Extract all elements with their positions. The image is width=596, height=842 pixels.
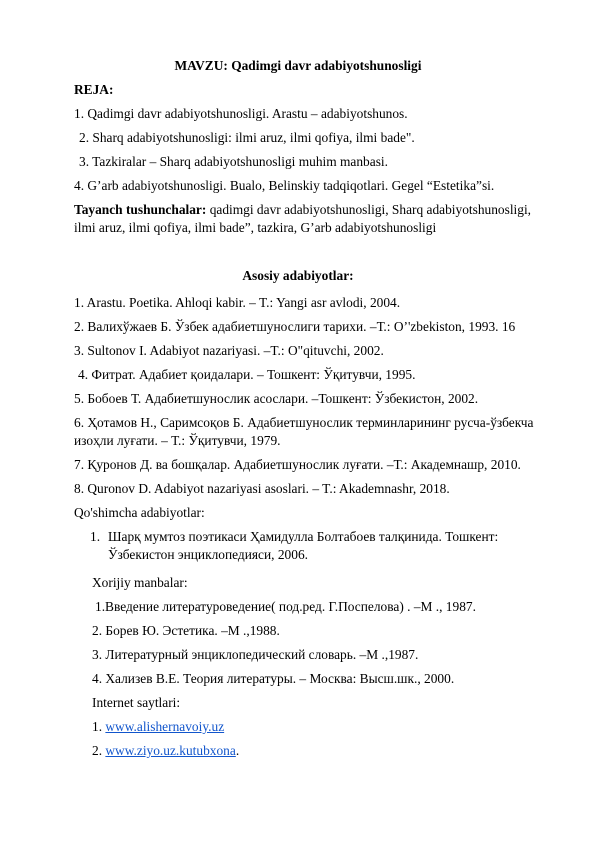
xorijiy-item: 1.Введение литературоведение( под.ред. Г.Поспелова) . –М ., 1987.	[95, 599, 476, 614]
qoshimcha-item-text: Шарқ мумтоз поэтикаси Ҳамидулла Болтабоев талқинида. Тошкент:	[108, 529, 499, 544]
asosiy-item: 6. Ҳотамов Н., Саримсоқов Б. Адабиетшунослик терминларининг русча-ўзбекча	[74, 415, 534, 430]
asosiy-item: 5. Бобоев Т. Адабиетшунослик асослари. –Тошкент: Ўзбекистон, 2002.	[74, 391, 479, 406]
tayanch-text-continued: ilmi aruz, ilmi qofiya, ilmi bade”, tazkira, G’arb adabiyotshunosligi	[74, 220, 437, 235]
asosiy-item: 1. Arastu. Poetika. Ahloqi kabir. – T.: Yangi asr avlodi, 2004.	[74, 295, 401, 310]
reja-item: 2. Sharq adabiyotshunosligi: ilmi aruz, ilmi qofiya, ilmi bade".	[79, 130, 415, 145]
internet-link[interactable]: www.alishernavoiy.uz	[105, 719, 225, 734]
tayanch-label: Tayanch tushunchalar:	[74, 202, 207, 217]
internet-link[interactable]: www.ziyo.uz.kutubxona	[105, 743, 236, 758]
xorijiy-item: 2. Борев Ю. Эстетика. –М .,1988.	[92, 623, 280, 638]
xorijiy-item: 3. Литературный энциклопедический словарь. –М .,1987.	[92, 647, 419, 662]
reja-item: 1. Qadimgi davr adabiyotshunosligi. Arastu – adabiyotshunos.	[74, 106, 408, 121]
asosiy-item-continued: изоҳли луғати. – Т.: Ўқитувчи, 1979.	[74, 433, 281, 448]
asosiy-item: 7. Қуронов Д. ва бошқалар. Адабиетшунослик луғати. –Т.: Академнашр, 2010.	[74, 457, 521, 472]
internet-heading: Internet saytlari:	[92, 695, 181, 710]
tayanch-paragraph	[74, 202, 531, 218]
qoshimcha-item-number: 1.	[90, 529, 101, 544]
internet-item	[92, 719, 224, 735]
qoshimcha-heading: Qo'shimcha adabiyotlar:	[74, 505, 205, 520]
xorijiy-item: 4. Хализев В.Е. Теория литературы. – Москва: Высш.шк., 2000.	[92, 671, 455, 686]
asosiy-item: 2. Валихўжаев Б. Ўзбек адабиетшунослиги тарихи. –Т.: O’'zbekiston, 1993. 16	[74, 319, 516, 334]
tayanch-text: qadimgi davr adabiyotshunosligi, Sharq adabiyotshunosligi,	[206, 202, 532, 217]
internet-item	[92, 743, 239, 759]
reja-item: 3. Tazkiralar – Sharq adabiyotshunosligi muhim manbasi.	[79, 154, 388, 169]
reja-heading: REJA:	[74, 82, 114, 97]
qoshimcha-item-continued: Ўзбекистон энциклопедияси, 2006.	[108, 547, 308, 562]
reja-item: 4. G’arb adabiyotshunosligi. Bualo, Belinskiy tadqiqotlari. Gegel “Estetika”si.	[74, 178, 495, 193]
asosiy-item: 4. Фитрат. Адабиет қоидалари. – Тошкент: Ўқитувчи, 1995.	[78, 367, 416, 382]
page-title: MAVZU: Qadimgi davr adabiyotshunosligi	[174, 58, 422, 73]
internet-item-number: 1.	[92, 719, 106, 734]
asosiy-item: 3. Sultonov I. Adabiyot nazariyasi. –T.: O"qituvchi, 2002.	[74, 343, 384, 358]
qoshimcha-item	[90, 529, 498, 545]
internet-item-suffix: .	[235, 743, 240, 758]
internet-item-number: 2.	[92, 743, 106, 758]
asosiy-heading: Asosiy adabiyotlar:	[242, 268, 354, 283]
xorijiy-heading: Xorijiy manbalar:	[92, 575, 188, 590]
asosiy-item: 8. Quronov D. Adabiyot nazariyasi asoslari. – T.: Akademnashr, 2018.	[74, 481, 450, 496]
